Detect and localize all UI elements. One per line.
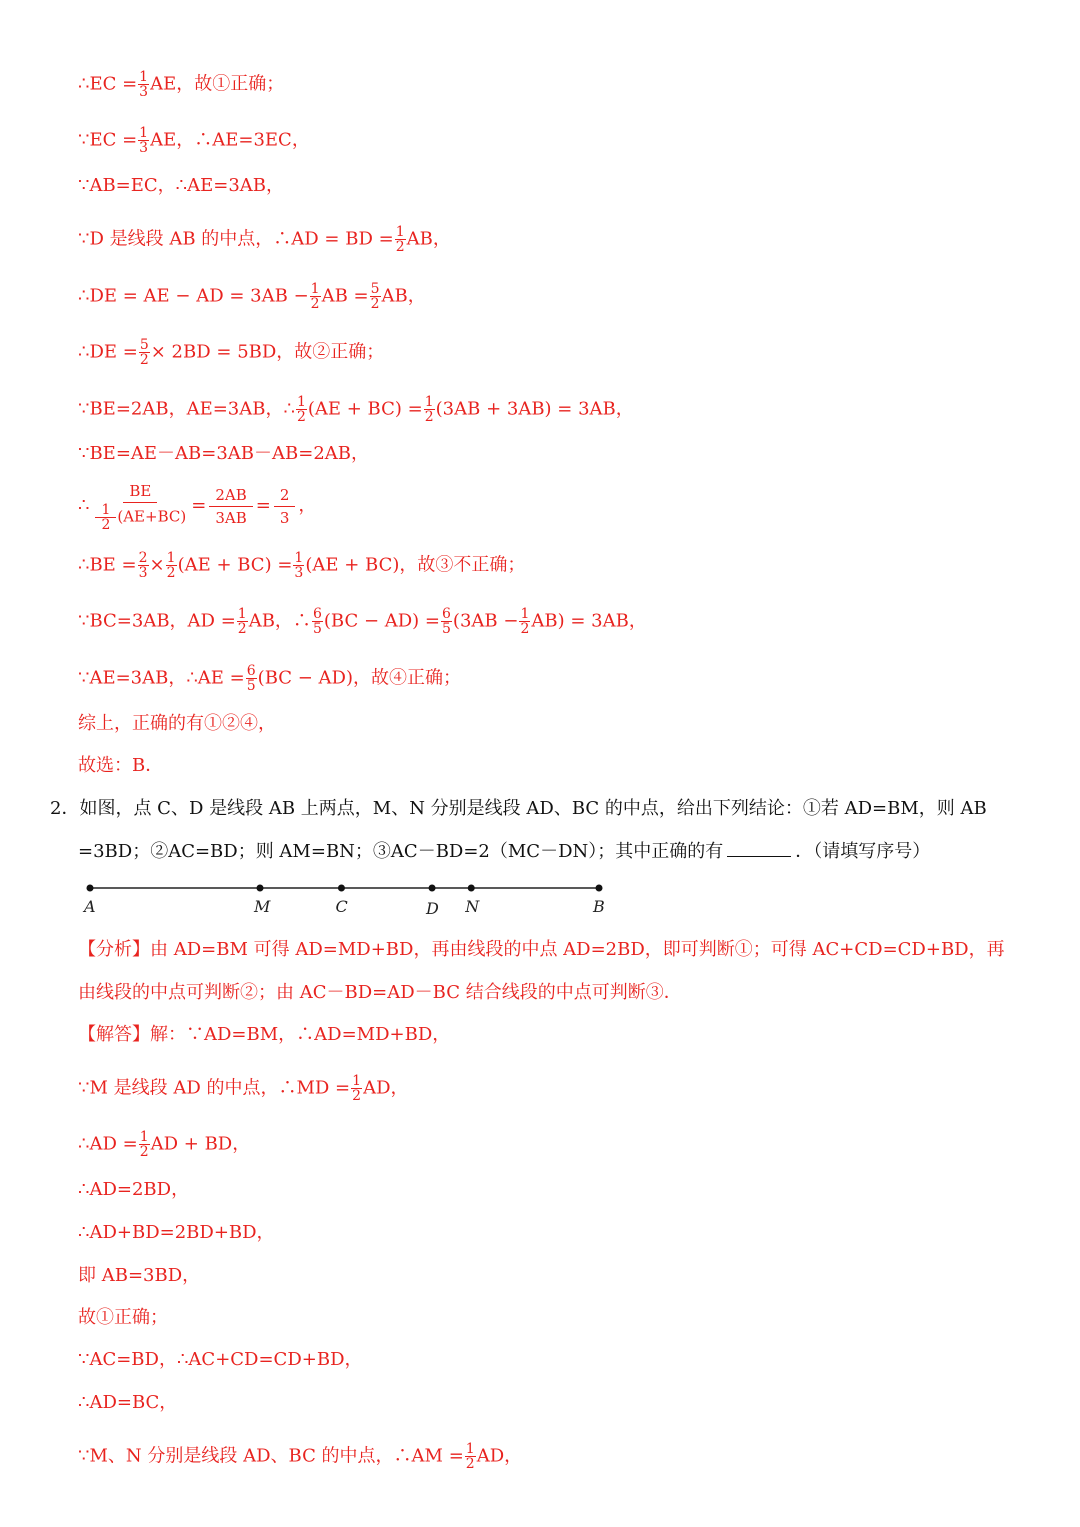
solution2-line: 即 AB=3BD， bbox=[78, 1265, 201, 1286]
answer-blank bbox=[727, 840, 791, 857]
point-label-d: D bbox=[426, 899, 439, 918]
solution-line: ∴ BE $\frac{1}{2}$ (AE+BC) = $\frac{2AB}{3AB}$ = $\frac{2}{3}$ ， bbox=[78, 482, 317, 533]
fraction: $\frac{1}{2}$ bbox=[166, 550, 176, 581]
fraction: $\frac{1}{3}$ bbox=[294, 550, 304, 581]
fraction: $\frac{6}{5}$ bbox=[442, 606, 451, 637]
solution2-line: 【解答】解：∵AD=BM，∴AD=MD+BD， bbox=[78, 1024, 451, 1045]
point-b bbox=[596, 885, 603, 892]
solution-line: ∵EC = $\frac{1}{3}$ AE，∴AE=3EC， bbox=[78, 125, 310, 156]
solution-line: ∵BE=2AB，AE=3AB，∴ $\frac{1}{2}$ (AE + BC) = $\frac{1}{2}$ (3AB + 3AB) = 3AB， bbox=[78, 394, 634, 425]
solution-line: ∴DE = $\frac{5}{2}$ × 2BD = 5BD，故②正确； bbox=[78, 337, 385, 368]
line-segment-diagram bbox=[74, 876, 634, 920]
fraction: $\frac{6}{5}$ bbox=[312, 606, 322, 637]
point-c bbox=[338, 885, 345, 892]
solution2-line: ∵M 是线段 AD 的中点，∴MD = $\frac{1}{2}$ AD， bbox=[78, 1073, 409, 1104]
solution2-line: ∵M、N 分别是线段 AD、BC 的中点，∴AM = $\frac{1}{2}$ AD， bbox=[78, 1441, 523, 1472]
fraction: $\frac{1}{2}$ bbox=[465, 1441, 475, 1472]
compound-fraction: BE $\frac{1}{2}$ (AE+BC) bbox=[92, 480, 188, 532]
fraction: $\frac{1}{2}$ bbox=[424, 394, 434, 425]
point-label-c: C bbox=[335, 897, 348, 916]
solution2-line: ∴AD=BC， bbox=[78, 1392, 178, 1413]
solution-line: ∴DE = AE − AD = 3AB − $\frac{1}{2}$ AB = $\frac{5}{2}$ AB， bbox=[78, 281, 426, 312]
fraction: $\frac{1}{2}$ bbox=[395, 224, 405, 255]
fraction: $\frac{1}{2}$ bbox=[296, 394, 306, 425]
solution-line: ∵AB=EC，∴AE=3AB， bbox=[78, 175, 285, 196]
solution-tag: 【解答】 bbox=[78, 1024, 150, 1045]
question-line-2: =3BD；②AC=BD；则 AM=BN；③AC－BD=2（MC－DN）；其中正确的有 ．（请填写序号） bbox=[78, 841, 931, 862]
solution-line: ∴BE = $\frac{2}{3}$ × $\frac{1}{2}$ (AE + BC) = $\frac{1}{3}$ (AE + BC)，故③不正确； bbox=[78, 550, 526, 581]
solution-line: ∵D 是线段 AB 的中点，∴AD = BD = $\frac{1}{2}$ AB， bbox=[78, 224, 451, 255]
conclusion-line: 综上，正确的有①②④， bbox=[78, 713, 276, 734]
answer-line: 故选：B． bbox=[78, 755, 164, 776]
fraction: $\frac{1}{2}$ bbox=[139, 1129, 149, 1160]
fraction: $\frac{1}{2}$ bbox=[352, 1073, 362, 1104]
solution2-line: ∴AD=2BD， bbox=[78, 1179, 190, 1200]
fraction: $\frac{1}{2}$ bbox=[520, 606, 530, 637]
point-label-m: M bbox=[254, 897, 271, 916]
point-n bbox=[468, 885, 475, 892]
solution2-line: ∵AC=BD，∴AC+CD=CD+BD， bbox=[78, 1349, 363, 1370]
point-label-b: B bbox=[593, 897, 605, 916]
fraction: $\frac{1}{2}$ bbox=[237, 606, 247, 637]
point-label-n: N bbox=[465, 897, 480, 916]
point-d bbox=[429, 885, 436, 892]
point-label-a: A bbox=[84, 897, 96, 916]
fraction: $\frac{2}{3}$ bbox=[138, 550, 148, 581]
fraction: $\frac{5}{2}$ bbox=[370, 281, 380, 312]
fraction: $\frac{6}{5}$ bbox=[246, 663, 256, 694]
fraction: $\frac{1}{3}$ bbox=[139, 69, 149, 100]
solution-line: ∵BC=3AB，AD = $\frac{1}{2}$ AB，∴ $\frac{6}{5}$ (BC − AD) = $\frac{6}{5}$ (3AB − $\frac{1}{2}$ AB) = 3AB， bbox=[78, 606, 647, 637]
solution2-line: ∴AD = $\frac{1}{2}$ AD + BD， bbox=[78, 1129, 251, 1160]
fraction: $\frac{1}{2}$ bbox=[310, 281, 320, 312]
fraction: $\frac{1}{3}$ bbox=[139, 125, 149, 156]
fraction: $\frac{2}{3}$ bbox=[274, 484, 296, 529]
solution-line: ∵AE=3AB，∴AE = $\frac{6}{5}$ (BC − AD)，故④正确； bbox=[78, 663, 462, 694]
solution2-line: 故①正确； bbox=[78, 1307, 168, 1328]
solution-line: ∴EC = $\frac{1}{3}$ AE，故①正确； bbox=[78, 69, 285, 100]
fraction: $\frac{2AB}{3AB}$ bbox=[209, 484, 252, 529]
solution2-line: ∴AD+BD=2BD+BD， bbox=[78, 1222, 275, 1243]
question-line-1: 2．如图，点 C、D 是线段 AB 上两点，M、N 分别是线段 AD、BC 的中点，给出下列结论：①若 AD=BM，则 AB bbox=[50, 798, 987, 819]
fraction: $\frac{5}{2}$ bbox=[139, 337, 149, 368]
solution-line: ∵BE=AE－AB=3AB－AB=2AB， bbox=[78, 443, 370, 464]
analysis-line-2: 由线段的中点可判断②；由 AC－BD=AD－BC 结合线段的中点可判断③． bbox=[78, 982, 682, 1003]
point-m bbox=[257, 885, 264, 892]
analysis-tag: 【分析】 bbox=[78, 939, 150, 960]
analysis-line-1: 【分析】由 AD=BM 可得 AD=MD+BD，再由线段的中点 AD=2BD，即可判断①；可得 AC+CD=CD+BD，再 bbox=[78, 939, 1005, 960]
point-a bbox=[87, 885, 94, 892]
